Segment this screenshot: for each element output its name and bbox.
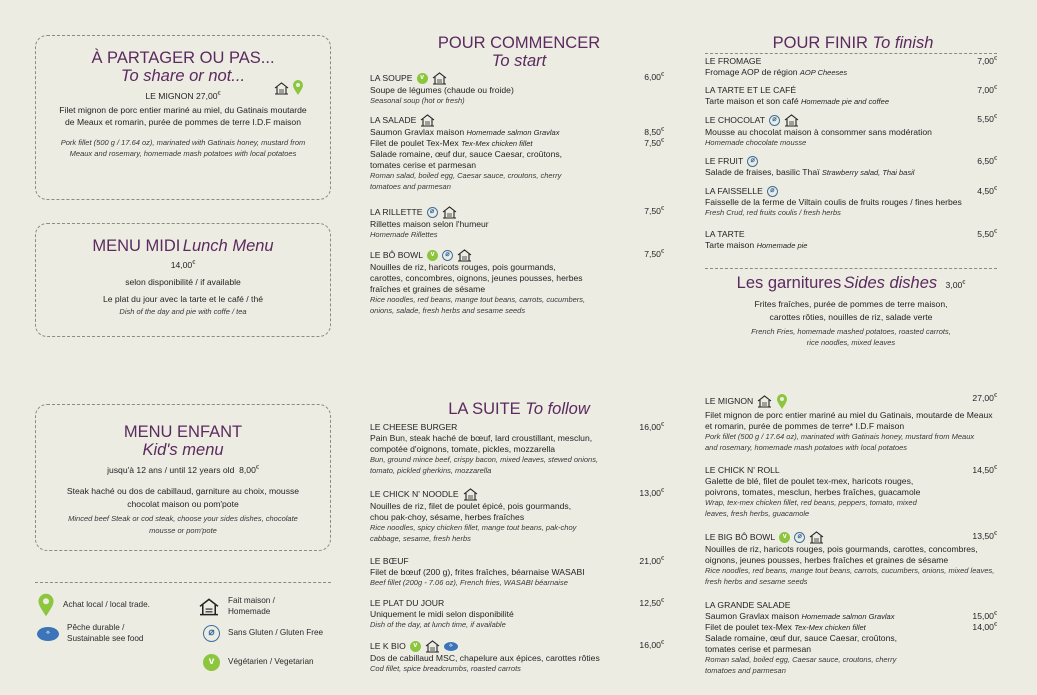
house-icon <box>420 114 435 127</box>
start-heading <box>370 34 668 71</box>
start-item-salade: LA SALADE Saumon Gravlax maison Homemade salmon Gravlax 8,50€ Filet de poulet Tex-Mex Tex-Mex chicken fillet 7,50€ Salade romaine, œuf dur, sauce Caesar, croûtons, tomates cerise et parmesan Roman salad, boiled egg, Caesar sauce, croutons, cherry tomatoes and parmesan <box>370 115 664 191</box>
legend-gluten <box>203 625 323 642</box>
legend-divider <box>35 582 331 583</box>
share-subtitle: To share or not... <box>120 67 246 86</box>
finish-divider <box>705 53 997 54</box>
item-desc-en: Homemade Rillettes <box>370 230 438 239</box>
item-price: 7,00€ <box>977 85 997 95</box>
legend-homemade-label: Fait maison / Homemade <box>228 596 275 616</box>
sides-desc: Frites fraîches, purée de pommes de terre maison, carottes rôties, nouilles de riz, salade verte <box>754 299 948 322</box>
legend-gluten-label: Sans Gluten / Gluten Free <box>228 628 324 638</box>
house-icon <box>757 395 772 408</box>
share-item-name: LE MIGNON <box>145 90 194 101</box>
item-name: LA TARTE ET LE CAFÉ <box>705 85 797 95</box>
item-desc: Galette de blé, filet de poulet tex-mex, haricots rouges, poivrons, tomates, mesclun, herbes fraîches, guacamole <box>705 476 921 497</box>
item-desc: Nouilles de riz, haricots rouges, pois gourmands, carottes, concombres, oignons, jeunes pousses, herbes fraîches et graines de sésame <box>705 544 978 565</box>
vegetarian-icon: v <box>203 654 220 671</box>
vegetarian-icon: v <box>417 73 428 84</box>
item-desc-en: Homemade chocolate mousse <box>705 138 807 147</box>
house-icon <box>463 488 478 501</box>
item-desc: Dos de cabillaud MSC, chapelure aux épices, carottes rôties <box>370 653 600 663</box>
share-box <box>35 35 331 200</box>
sides-divider <box>705 268 997 269</box>
item-price: 21,00€ <box>639 556 664 566</box>
fish-icon: ⟡ <box>444 642 458 651</box>
item-price: 6,50€ <box>977 156 997 166</box>
item-desc: Filet mignon de porc entier mariné au miel du Gatinais, moutarde de Meaux et romarin, purée de pommes de terre* I.D.F maison <box>705 410 993 431</box>
follow-item-kbio <box>370 640 664 675</box>
item-name: LE FROMAGE <box>705 56 762 66</box>
vegetarian-icon: v <box>410 641 421 652</box>
mains-item-chick-roll <box>705 465 997 520</box>
item-desc-en: Wrap, tex-mex chicken fillet, red beans, peppers, tomato, mixed leaves, fresh herbs, guacamole <box>705 498 917 518</box>
item-name: LA GRANDE SALADE <box>705 600 791 610</box>
item-desc-en: Beef fillet (200g - 7.06 oz), French fries, WASABI béarnaise <box>370 578 568 587</box>
legend-veg-label: Végétarien / Vegetarian <box>228 657 314 667</box>
finish-item-faisselle <box>705 186 997 219</box>
item-price: 27,00€ <box>972 393 997 403</box>
house-icon <box>432 72 447 85</box>
fish-icon: ⟡ <box>37 627 59 641</box>
vegetarian-icon: v <box>427 250 438 261</box>
mains-item-big-bobowl <box>705 531 1002 588</box>
gluten-free-icon: ⌀ <box>442 250 453 261</box>
finish-heading <box>705 34 1001 52</box>
gluten-free-icon: ⌀ <box>427 207 438 218</box>
lunch-price: 14,00 <box>170 260 193 271</box>
item-name: LE MIGNON <box>705 396 754 406</box>
item-price: 12,50€ <box>639 598 664 608</box>
kids-desc-en: Minced beef Steak or cod steak, choose your sides dishes, chocolate mousse or pom'pote <box>68 513 298 535</box>
start-item-bobowl <box>370 249 664 317</box>
item-desc-en: Rice noodles, red beans, mange tout beans, carrots, cucumbers, onions, mixed leaves, fresh herbs and sesame seeds <box>705 566 995 586</box>
item-name: LE PLAT DU JOUR <box>370 598 445 608</box>
house-icon <box>198 598 220 616</box>
follow-item-boeuf <box>370 556 664 589</box>
gluten-free-icon: ⌀ <box>767 186 778 197</box>
follow-item-chick-noodle <box>370 488 664 545</box>
lunch-desc: Le plat du jour avec la tarte et le café / thé <box>102 294 264 305</box>
item-name: LA TARTE <box>705 229 745 239</box>
item-desc: Pain Bun, steak haché de bœuf, lard croustillant, mesclun, compotée d'oignons, tomate, pickles, mozzarella <box>370 433 593 454</box>
lunch-availability: selon disponibilité / if available <box>125 277 241 288</box>
share-title: À PARTAGER OU PAS... <box>91 49 275 67</box>
lunch-heading <box>36 237 330 255</box>
sides-block <box>705 273 997 348</box>
house-icon <box>809 531 824 544</box>
item-price: 7,50€ <box>644 206 664 216</box>
item-name: LA RILLETTE <box>370 207 423 217</box>
lunch-box <box>35 223 331 337</box>
item-price: 16,00€ <box>639 422 664 432</box>
vegetarian-icon: v <box>779 532 790 543</box>
sides-heading <box>705 273 997 294</box>
item-price: 7,50€ <box>644 249 664 259</box>
item-desc: Faisselle de la ferme de Viltain coulis de fruits rouges / fines herbes <box>705 197 962 207</box>
kids-box <box>35 404 331 551</box>
item-name: LE BÔ BOWL <box>370 250 424 260</box>
item-desc: Nouilles de riz, filet de poulet épicé, pois gourmands, chou pak-choy, sésame, herbes fraîches <box>370 501 572 522</box>
item-price: 7,00€ <box>977 56 997 66</box>
share-item-desc: Filet mignon de porc entier mariné au miel, du Gatinais moutarde de Meaux et romarin, purée de pommes de terre I.D.F maison <box>59 104 307 128</box>
legend-homemade <box>198 596 298 617</box>
mains-item-grande-salade: LA GRANDE SALADE Saumon Gravlax maison Homemade salmon Gravlax 15,00€ Filet de poulet tex-Mex Tex-Mex chicken fillet 14,00€ Salade romaine, œuf dur, sauce Caesar, croûtons, tomates cerise et parmesan Roman salad, boiled egg, Caesar sauce, croutons, cherry tomatoes and parmesan <box>705 600 997 675</box>
finish-item-fromage: LE FROMAGE 7,00€ Fromage AOP de région AOP Cheeses <box>705 56 997 77</box>
item-name: LE CHICK N' ROLL <box>705 465 780 475</box>
item-price: 5,50€ <box>977 229 997 239</box>
item-desc-en: Dish of the day, at lunch time, if available <box>370 620 506 629</box>
item-desc-en: Roman salad, boiled egg, Caesar sauce, croutons, cherry tomatoes and parmesan <box>370 171 562 191</box>
finish-item-tarte: LA TARTE 5,50€ Tarte maison Homemade pie <box>705 229 997 250</box>
item-desc-en: Fresh Crud, red fruits coulis / fresh herbs <box>705 208 841 217</box>
item-desc: Nouilles de riz, haricots rouges, pois gourmands, carottes, concombres, oignons, jeunes pousses, herbes fraîches et graines de sésame <box>370 262 583 294</box>
item-desc: Rillettes maison selon l'humeur <box>370 219 489 229</box>
follow-item-burger <box>370 422 664 477</box>
sides-title: Les garnitures <box>736 274 842 292</box>
kids-age-row: jusqu'à 12 ans / until 12 years old 8,00€ <box>107 464 259 475</box>
item-name: LA FAISSELLE <box>705 186 763 196</box>
gluten-free-icon: ⌀ <box>747 156 758 167</box>
house-icon <box>784 114 799 127</box>
item-name: LE CHEESE BURGER <box>370 422 458 432</box>
share-item-price: 27,00 <box>196 90 218 101</box>
item-price: 13,50€ <box>972 531 997 541</box>
gluten-free-icon: ⌀ <box>203 625 220 642</box>
item-name: LE K BIO <box>370 641 406 651</box>
item-desc-en: Pork fillet (500 g / 17.64 oz), marinated with Gatinais honey, mustard from Meaux and rosemary, homemade mash potatoes with local potatoes <box>705 432 975 452</box>
lunch-title: MENU MIDI <box>92 237 181 255</box>
item-desc-en: Seasonal soup (hot or fresh) <box>370 96 465 105</box>
house-icon <box>457 249 472 262</box>
follow-item-plat-du-jour <box>370 598 664 631</box>
start-item-rillette <box>370 206 664 241</box>
item-desc: Mousse au chocolat maison à consommer sans modération <box>705 127 932 137</box>
share-item-header: LE MIGNON 27,00€ <box>36 91 330 102</box>
item-name: LE BIG BÔ BOWL <box>705 532 776 542</box>
follow-title: LA SUITE <box>448 400 521 418</box>
finish-item-tarte-cafe: LA TARTE ET LE CAFÉ 7,00€ Tarte maison et son café Homemade pie and coffee <box>705 85 997 106</box>
item-desc-en: Bun, ground mince beef, crispy bacon, mixed leaves, stewed onions, tomato, pickled gherkins, mozzarella <box>370 455 599 475</box>
item-price: 6,00€ <box>644 72 664 82</box>
follow-heading <box>370 400 668 418</box>
kids-price: 8,00 <box>239 464 256 475</box>
house-icon <box>425 640 440 653</box>
location-pin-icon <box>37 592 55 618</box>
item-price: 5,50€ <box>977 114 997 124</box>
kids-desc: Steak haché ou dos de cabillaud, garniture au choix, mousse chocolat maison ou pom'pote <box>66 485 300 509</box>
item-desc-en: Roman salad, boiled egg, Caesar sauce, croutons, cherry tomatoes and parmesan <box>705 655 897 675</box>
kids-title: MENU ENFANT <box>123 423 243 441</box>
sides-desc-en: French Fries, homemade mashed potatoes, roasted carrots, rice noodles, mixed leaves <box>751 327 951 347</box>
kids-age: jusqu'à 12 ans / until 12 years old <box>107 464 235 475</box>
item-name: LE BŒUF <box>370 556 409 566</box>
lunch-desc-en: Dish of the day and pie with coffe / tea <box>119 307 247 317</box>
legend-local-label: Achat local / local trade. <box>63 599 150 609</box>
item-price: 14,50€ <box>972 465 997 475</box>
item-desc-en: Cod fillet, spice breadcrumbs, roasted carrots <box>370 664 521 673</box>
house-icon <box>274 82 289 95</box>
share-item-desc-en: Pork fillet (500 g / 17.64 oz), marinated with Gatinais honey, mustard from Meaux and rosemary, homemade mash potatoes with local potatoes <box>60 137 306 158</box>
item-name: LE CHICK N' NOODLE <box>370 489 459 499</box>
item-name: LA SALADE <box>370 115 417 125</box>
legend-veg <box>203 654 314 671</box>
item-desc-en: Rice noodles, spicy chicken fillet, mange tout beans, pak-choy cabbage, sesame, fresh herbs <box>370 523 577 543</box>
finish-subtitle: To finish <box>872 34 934 52</box>
item-price: 4,50€ <box>977 186 997 196</box>
finish-title: POUR FINIR <box>772 34 868 52</box>
legend-fish <box>37 623 167 644</box>
item-desc: Uniquement le midi selon disponibilité <box>370 609 514 619</box>
sides-price: 3,00€ <box>945 280 966 290</box>
item-desc: Salade romaine, œuf dur, sauce Caesar, croûtons, tomates cerise et parmesan <box>370 149 563 170</box>
lunch-title-en: Lunch Menu <box>182 237 274 255</box>
lunch-price-row: 14,00€ <box>170 260 196 271</box>
item-desc: Salade romaine, œuf dur, sauce Caesar, croûtons, tomates cerise et parmesan <box>705 633 898 654</box>
finish-item-fruit: LE FRUIT ⌀ 6,50€ Salade de fraises, basilic Thaï Strawberry salad, Thai basil <box>705 156 997 177</box>
item-name: LA SOUPE <box>370 73 413 83</box>
legend-fish-label: Pêche durable / Sustainable see food <box>67 623 144 643</box>
item-name: LE FRUIT <box>705 156 744 166</box>
item-price: 16,00€ <box>639 640 664 650</box>
item-price: 13,00€ <box>639 488 664 498</box>
start-item-soupe <box>370 72 664 107</box>
legend-local <box>37 592 150 618</box>
item-name: LE CHOCOLAT <box>705 115 766 125</box>
finish-item-chocolat <box>705 114 997 149</box>
follow-subtitle: To follow <box>525 400 590 418</box>
start-title: POUR COMMENCER <box>437 34 601 52</box>
item-desc-en: Rice noodles, red beans, mange tout beans, carrots, cucumbers, onions, salade, fresh herbs and sesame seeds <box>370 295 586 315</box>
item-desc: Soupe de légumes (chaude ou froide) <box>370 85 514 95</box>
gluten-free-icon: ⌀ <box>769 115 780 126</box>
mains-item-mignon <box>705 393 1002 454</box>
house-icon <box>442 206 457 219</box>
gluten-free-icon: ⌀ <box>794 532 805 543</box>
sides-title-en: Sides dishes <box>843 274 938 292</box>
location-pin-icon <box>292 79 304 96</box>
start-subtitle: To start <box>491 52 547 71</box>
location-pin-icon <box>776 393 788 410</box>
item-desc: Filet de bœuf (200 g), frites fraîches, béarnaise WASABI <box>370 567 585 577</box>
kids-subtitle: Kid's menu <box>142 441 224 460</box>
